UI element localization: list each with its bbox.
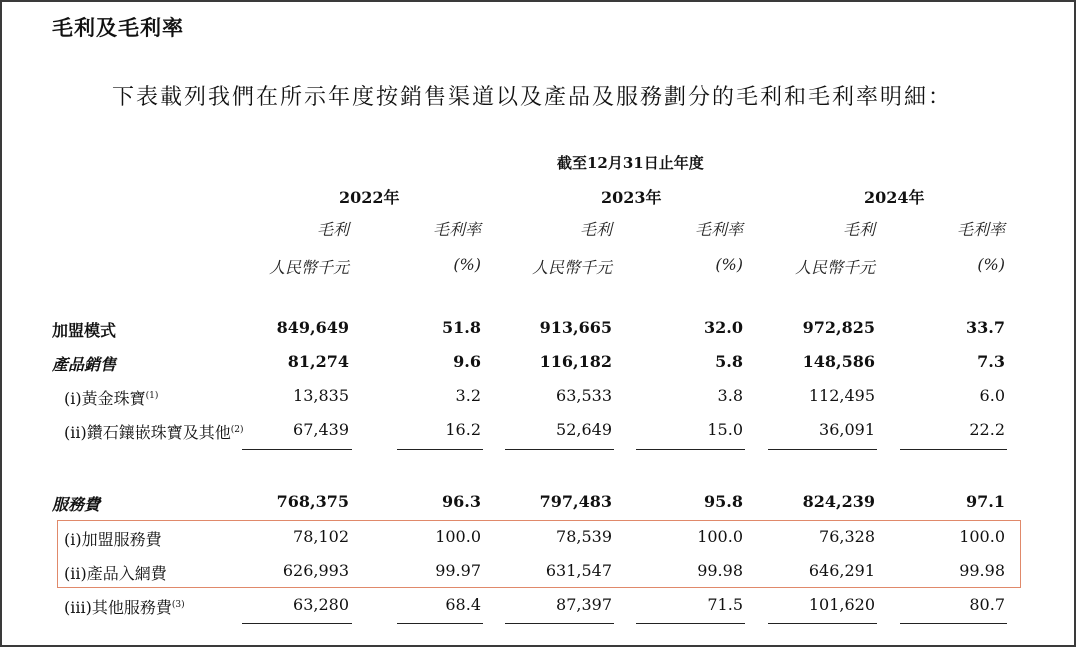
cell-gross-profit: 631,547 bbox=[545, 561, 612, 580]
cell-gross-profit: 112,495 bbox=[808, 386, 875, 405]
cell-gross-margin: 80.7 bbox=[969, 595, 1005, 614]
cell-gross-profit: 913,665 bbox=[539, 318, 612, 337]
cell-gross-margin: 71.5 bbox=[707, 595, 743, 614]
cell-gross-margin: 100.0 bbox=[959, 527, 1005, 546]
cell-gross-profit: 148,586 bbox=[802, 352, 875, 371]
row-label: 加盟模式 bbox=[52, 321, 117, 340]
footnote-marker: (1) bbox=[145, 391, 159, 401]
cell-gross-margin: 9.6 bbox=[453, 352, 481, 371]
cell-gross-profit: 63,280 bbox=[293, 595, 349, 614]
cell-gross-margin: 3.8 bbox=[717, 386, 743, 405]
cell-gross-profit: 36,091 bbox=[819, 420, 875, 439]
cell-gross-margin: 3.2 bbox=[455, 386, 481, 405]
cell-gross-profit: 849,649 bbox=[276, 318, 349, 337]
col-header-gross-margin: 毛利率 bbox=[432, 220, 481, 239]
cell-gross-margin: 32.0 bbox=[704, 318, 743, 337]
cell-gross-profit: 116,182 bbox=[539, 352, 612, 371]
subtotal-underline bbox=[505, 449, 614, 450]
cell-gross-profit: 78,539 bbox=[556, 527, 612, 546]
col-header-gross-profit: 毛利 bbox=[316, 220, 349, 239]
subtotal-underline bbox=[505, 623, 614, 624]
intro-paragraph: 下表載列我們在所示年度按銷售渠道以及產品及服務劃分的毛利和毛利率明細： bbox=[112, 85, 953, 110]
col-header-unit-rmb: 人民幣千元 bbox=[268, 258, 349, 277]
subtotal-underline bbox=[397, 449, 483, 450]
cell-gross-profit: 81,274 bbox=[287, 352, 349, 371]
row-label: (ii)鑽石鑲嵌珠寶及其他$^{(2)}$ bbox=[64, 423, 244, 442]
cell-gross-margin: 22.2 bbox=[969, 420, 1005, 439]
footnote-marker: (2) bbox=[230, 425, 244, 435]
cell-gross-margin: 15.0 bbox=[707, 420, 743, 439]
col-header-unit-rmb: 人民幣千元 bbox=[794, 258, 875, 277]
cell-gross-margin: 99.97 bbox=[435, 561, 481, 580]
cell-gross-profit: 76,328 bbox=[819, 527, 875, 546]
year-header-2024: 2024年 bbox=[864, 188, 925, 207]
row-label: (i)黃金珠寶$^{(1)}$ bbox=[64, 389, 159, 408]
subtotal-underline bbox=[768, 623, 877, 624]
subtotal-underline bbox=[242, 623, 352, 624]
cell-gross-profit: 78,102 bbox=[293, 527, 349, 546]
cell-gross-margin: 97.1 bbox=[966, 492, 1005, 511]
cell-gross-margin: 6.0 bbox=[979, 386, 1005, 405]
cell-gross-profit: 646,291 bbox=[808, 561, 875, 580]
cell-gross-profit: 972,825 bbox=[802, 318, 875, 337]
cell-gross-margin: 96.3 bbox=[442, 492, 481, 511]
cell-gross-profit: 52,649 bbox=[556, 420, 612, 439]
cell-gross-profit: 101,620 bbox=[808, 595, 875, 614]
cell-gross-profit: 13,835 bbox=[293, 386, 349, 405]
subtotal-underline bbox=[242, 449, 352, 450]
subtotal-underline bbox=[636, 623, 745, 624]
row-label: (i)加盟服務費 bbox=[64, 530, 162, 549]
col-header-gross-profit: 毛利 bbox=[579, 220, 612, 239]
col-header-unit-percent: (%) bbox=[453, 255, 481, 274]
cell-gross-margin: 68.4 bbox=[445, 595, 481, 614]
row-label: 產品銷售 bbox=[52, 355, 117, 374]
year-header-2022: 2022年 bbox=[339, 188, 400, 207]
col-header-unit-rmb: 人民幣千元 bbox=[531, 258, 612, 277]
col-header-unit-percent: (%) bbox=[977, 255, 1005, 274]
cell-gross-profit: 626,993 bbox=[282, 561, 349, 580]
section-title: 毛利及毛利率 bbox=[52, 15, 184, 40]
highlight-box bbox=[57, 520, 1021, 588]
period-header: 截至12月31日止年度 bbox=[557, 154, 704, 172]
cell-gross-margin: 100.0 bbox=[435, 527, 481, 546]
cell-gross-margin: 100.0 bbox=[697, 527, 743, 546]
subtotal-underline bbox=[768, 449, 877, 450]
cell-gross-margin: 7.3 bbox=[977, 352, 1005, 371]
cell-gross-profit: 768,375 bbox=[276, 492, 349, 511]
col-header-gross-margin: 毛利率 bbox=[694, 220, 743, 239]
col-header-gross-profit: 毛利 bbox=[842, 220, 875, 239]
subtotal-underline bbox=[397, 623, 483, 624]
cell-gross-profit: 87,397 bbox=[556, 595, 612, 614]
col-header-unit-percent: (%) bbox=[715, 255, 743, 274]
subtotal-underline bbox=[636, 449, 745, 450]
cell-gross-margin: 95.8 bbox=[704, 492, 743, 511]
cell-gross-profit: 797,483 bbox=[539, 492, 612, 511]
subtotal-underline bbox=[900, 623, 1007, 624]
footnote-marker: (3) bbox=[171, 600, 185, 610]
row-label: (iii)其他服務費$^{(3)}$ bbox=[64, 598, 185, 617]
cell-gross-margin: 99.98 bbox=[697, 561, 743, 580]
cell-gross-margin: 5.8 bbox=[715, 352, 743, 371]
cell-gross-margin: 16.2 bbox=[445, 420, 481, 439]
row-label: (ii)產品入網費 bbox=[64, 564, 167, 583]
row-label: 服務費 bbox=[52, 495, 101, 514]
cell-gross-profit: 63,533 bbox=[556, 386, 612, 405]
cell-gross-profit: 67,439 bbox=[293, 420, 349, 439]
col-header-gross-margin: 毛利率 bbox=[956, 220, 1005, 239]
cell-gross-profit: 824,239 bbox=[802, 492, 875, 511]
cell-gross-margin: 99.98 bbox=[959, 561, 1005, 580]
cell-gross-margin: 33.7 bbox=[966, 318, 1005, 337]
subtotal-underline bbox=[900, 449, 1007, 450]
year-header-2023: 2023年 bbox=[601, 188, 662, 207]
cell-gross-margin: 51.8 bbox=[442, 318, 481, 337]
